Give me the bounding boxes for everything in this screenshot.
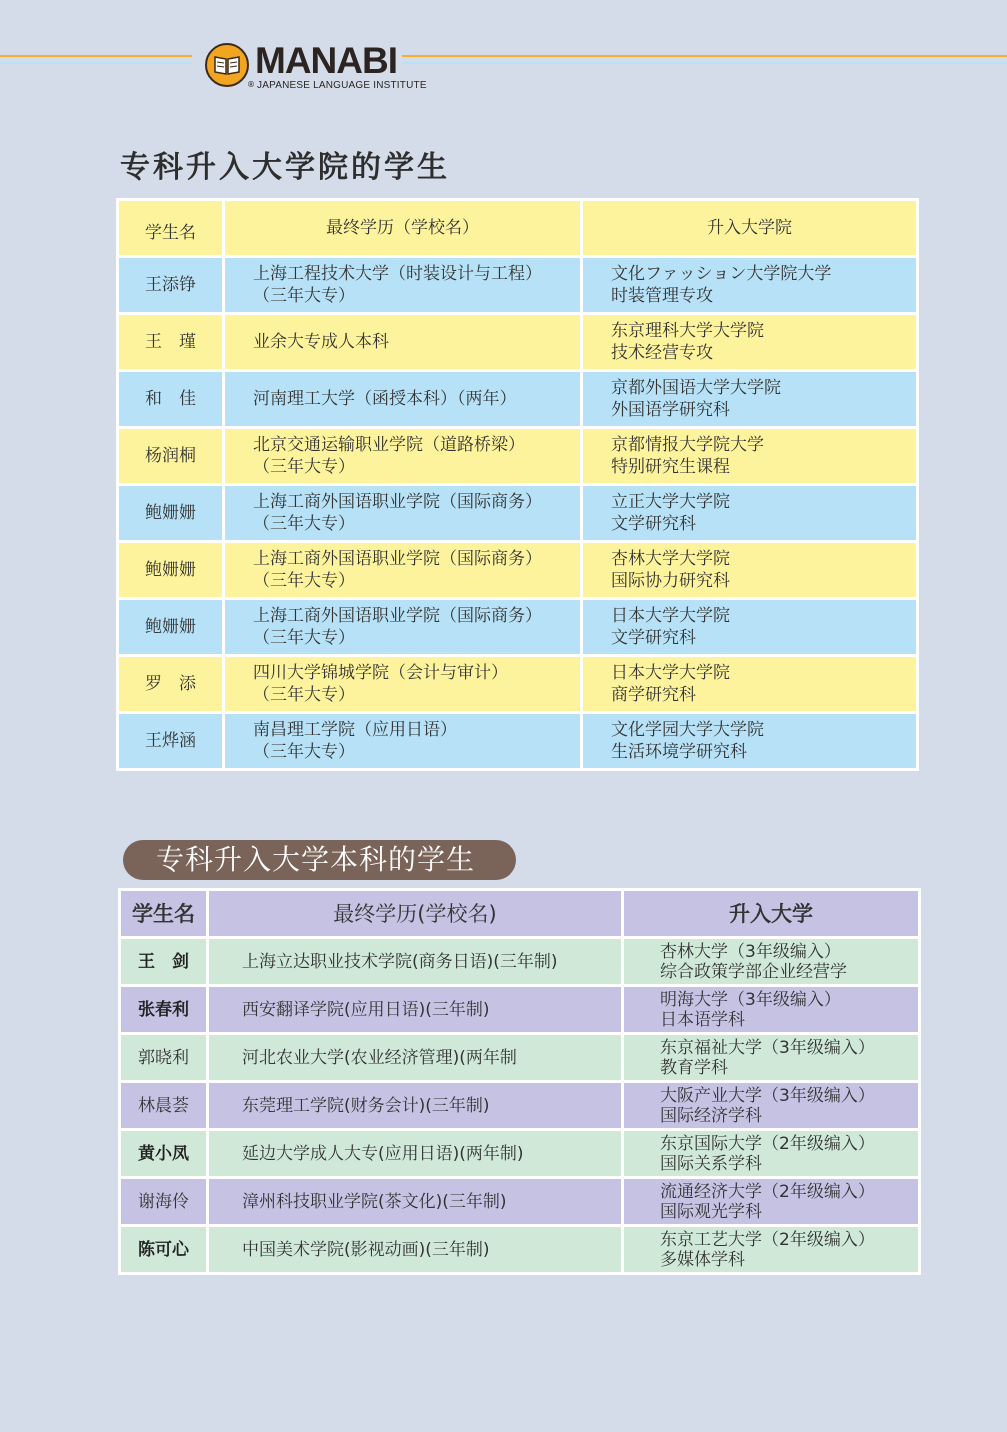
target-cell: 杏林大学大学院 国际协力研究科 xyxy=(582,542,918,599)
table-row xyxy=(118,371,918,428)
book-emblem-icon xyxy=(205,43,249,87)
target-cell: 京都情报大学院大学 特别研究生课程 xyxy=(582,428,918,485)
school-cell: 河南理工大学（函授本科）（两年） xyxy=(224,371,582,428)
table-row xyxy=(118,314,918,371)
table-row xyxy=(120,1178,920,1226)
target-cell: 东京福祉大学（3年级编入） 教育学科 xyxy=(623,1034,920,1082)
table-row xyxy=(120,1034,920,1082)
logo-registered-mark: ® xyxy=(247,80,255,89)
school-cell: 河北农业大学(农业经济管理)(两年制 xyxy=(208,1034,623,1082)
table-row xyxy=(118,428,918,485)
target-cell: 日本大学大学院 文学研究科 xyxy=(582,599,918,656)
table-row xyxy=(120,1226,920,1274)
table-row xyxy=(118,656,918,713)
table-row xyxy=(120,1082,920,1130)
school-cell: 西安翻译学院(应用日语)(三年制) xyxy=(208,986,623,1034)
header-rule-right-top xyxy=(402,55,1007,57)
section2-title: 专科升入大学本科的学生 xyxy=(123,840,516,880)
table-row xyxy=(118,542,918,599)
target-cell: 京都外国语大学大学院 外国语学研究科 xyxy=(582,371,918,428)
school-cell: 北京交通运输职业学院（道路桥梁） （三年大专） xyxy=(224,428,582,485)
student-name: 王 瑾 xyxy=(118,314,224,371)
target-cell: 东京理科大学大学院 技术经营专攻 xyxy=(582,314,918,371)
table-header-row xyxy=(120,890,920,938)
student-name: 杨润桐 xyxy=(118,428,224,485)
header-rule-left-bottom xyxy=(0,62,192,64)
student-name: 鲍姗姗 xyxy=(118,599,224,656)
school-cell: 上海工商外国语职业学院（国际商务） （三年大专） xyxy=(224,599,582,656)
graduate-school-table xyxy=(116,198,919,771)
table-row xyxy=(120,938,920,986)
header-student-name: 学生名 xyxy=(120,890,208,938)
target-cell: 日本大学大学院 商学研究科 xyxy=(582,656,918,713)
table-row xyxy=(118,485,918,542)
table-row xyxy=(118,257,918,314)
student-name: 鲍姗姗 xyxy=(118,485,224,542)
target-cell: 东京国际大学（2年级编入） 国际关系学科 xyxy=(623,1130,920,1178)
student-name: 陈可心 xyxy=(120,1226,208,1274)
school-cell: 业余大专成人本科 xyxy=(224,314,582,371)
undergraduate-table xyxy=(118,888,921,1275)
header-rule-left-top xyxy=(0,55,192,57)
table-row xyxy=(120,1130,920,1178)
student-name: 谢海伶 xyxy=(120,1178,208,1226)
school-cell: 中国美术学院(影视动画)(三年制) xyxy=(208,1226,623,1274)
target-cell: 明海大学（3年级编入） 日本语学科 xyxy=(623,986,920,1034)
student-name: 林晨荟 xyxy=(120,1082,208,1130)
header-graduate-school: 升入大学院 xyxy=(582,200,918,257)
student-name: 鲍姗姗 xyxy=(118,542,224,599)
school-cell: 南昌理工学院（应用日语） （三年大专） xyxy=(224,713,582,770)
student-name: 张春利 xyxy=(120,986,208,1034)
section1-title: 专科升入大学院的学生 xyxy=(120,150,450,185)
table-header-row xyxy=(118,200,918,257)
target-cell: 杏林大学（3年级编入） 综合政策学部企业经营学 xyxy=(623,938,920,986)
student-name: 和 佳 xyxy=(118,371,224,428)
header-university: 升入大学 xyxy=(623,890,920,938)
student-name: 黄小凤 xyxy=(120,1130,208,1178)
table-row xyxy=(118,713,918,770)
logo-name: MANABI xyxy=(255,40,397,81)
header-education: 最终学历(学校名) xyxy=(208,890,623,938)
school-cell: 上海工程技术大学（时装设计与工程） （三年大专） xyxy=(224,257,582,314)
target-cell: 大阪产业大学（3年级编入） 国际经济学科 xyxy=(623,1082,920,1130)
header-rule-right-bottom xyxy=(402,62,1007,64)
school-cell: 上海工商外国语职业学院（国际商务） （三年大专） xyxy=(224,485,582,542)
school-cell: 四川大学锦城学院（会计与审计） （三年大专） xyxy=(224,656,582,713)
student-name: 王 剑 xyxy=(120,938,208,986)
school-cell: 漳州科技职业学院(茶文化)(三年制) xyxy=(208,1178,623,1226)
target-cell: 立正大学大学院 文学研究科 xyxy=(582,485,918,542)
target-cell: 文化学园大学大学院 生活环境学研究科 xyxy=(582,713,918,770)
target-cell: 流通经济大学（2年级编入） 国际观光学科 xyxy=(623,1178,920,1226)
header-education: 最终学历（学校名） xyxy=(224,200,582,257)
table-row xyxy=(120,986,920,1034)
student-name: 王添铮 xyxy=(118,257,224,314)
school-cell: 上海立达职业技术学院(商务日语)(三年制) xyxy=(208,938,623,986)
school-cell: 上海工商外国语职业学院（国际商务） （三年大专） xyxy=(224,542,582,599)
target-cell: 文化ファッション大学院大学 时装管理专攻 xyxy=(582,257,918,314)
student-name: 王烨涵 xyxy=(118,713,224,770)
student-name: 郭晓利 xyxy=(120,1034,208,1082)
target-cell: 东京工艺大学（2年级编入） 多媒体学科 xyxy=(623,1226,920,1274)
table-row xyxy=(118,599,918,656)
student-name: 罗 添 xyxy=(118,656,224,713)
header-student-name: 学生名 xyxy=(118,200,224,257)
school-cell: 延边大学成人大专(应用日语)(两年制) xyxy=(208,1130,623,1178)
school-cell: 东莞理工学院(财务会计)(三年制) xyxy=(208,1082,623,1130)
logo-subtitle: JAPANESE LANGUAGE INSTITUTE xyxy=(257,80,427,91)
